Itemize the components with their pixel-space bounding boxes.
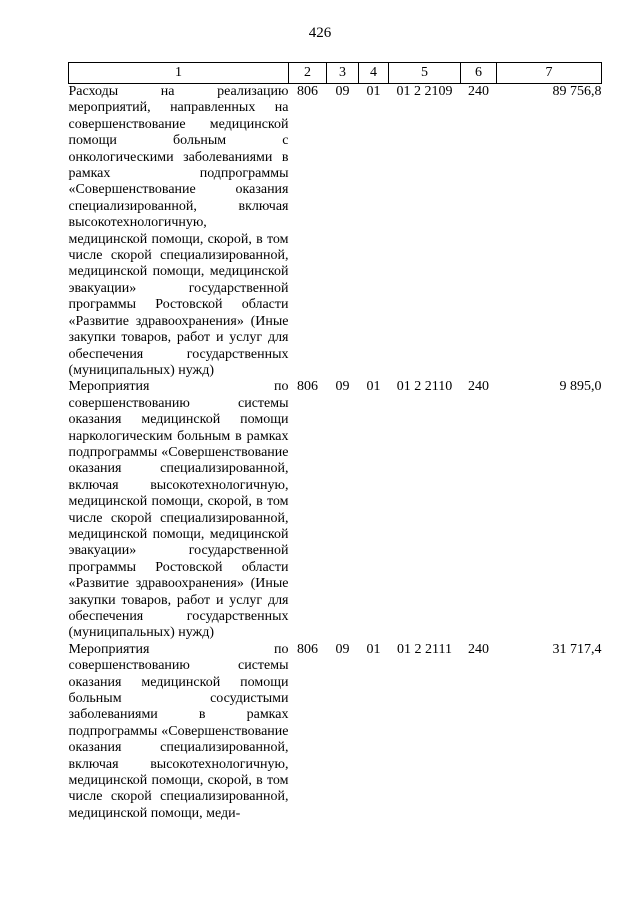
row-col-6: 240: [468, 379, 489, 395]
row-col-3: 09: [335, 641, 350, 657]
header-col-4: 4: [359, 63, 389, 84]
row-col-4: 01: [366, 641, 381, 657]
row-col-5: 01 2 2110: [396, 379, 453, 395]
header-row: [69, 63, 602, 84]
row-col-6: 240: [468, 641, 489, 657]
row-amount: 9 895,0: [559, 379, 602, 395]
budget-table: [68, 62, 602, 822]
row-col-3: 09: [335, 379, 350, 395]
row-amount: 31 717,4: [552, 641, 602, 657]
table-row: [69, 379, 602, 642]
row-amount: 89 756,8: [552, 84, 602, 99]
row-col-2: 806: [297, 641, 318, 657]
row-description: Расходы на реализацию мероприятий, направленных на совершенствование медицинской помощи больным с онкологическими заболеваниями в рамках подпрограммы «Совершенствование оказания специализированной, включая высокотехнологичную, медицинской помощи, скорой, в том числе скорой специализированной, медицинской помощи, медицинской эвакуации» государственной программы Ростовской области «Развитие здравоохранения» (Иные закупки товаров, работ и услуг для обеспечения государственных (муниципальных) нужд): [68, 84, 289, 378]
row-col-6: 240: [468, 84, 489, 99]
table-row: [69, 642, 602, 822]
row-col-4: 01: [366, 84, 381, 99]
header-col-7: 7: [497, 63, 602, 84]
header-col-5: 5: [389, 63, 461, 84]
header-col-3: 3: [327, 63, 359, 84]
row-col-4: 01: [366, 379, 381, 395]
row-col-3: 09: [335, 84, 350, 99]
table-row: [69, 84, 602, 380]
page-number: 426: [308, 25, 332, 41]
row-col-5: 01 2 2111: [397, 641, 452, 657]
row-col-2: 806: [297, 379, 318, 395]
header-col-1: 1: [69, 63, 289, 84]
header-col-2: 2: [289, 63, 327, 84]
row-description: Мероприятия по совершенствованию системы оказания медицинской помощи наркологическим больным в рамках подпрограммы «Совершенствование оказания специализированной, включая высокотехнологичную, медицинской помощи, скорой, в том числе скорой специализированной, медицинской помощи, медицинской эвакуации» государственной программы Ростовской области «Развитие здравоохранения» (Иные закупки товаров, работ и услуг для обеспечения государственных (муниципальных) нужд): [68, 379, 289, 641]
row-col-2: 806: [297, 84, 318, 99]
header-col-6: 6: [461, 63, 497, 84]
row-col-5: 01 2 2109: [396, 84, 453, 99]
row-description: Мероприятия по совершенствованию системы оказания медицинской помощи больным сосудистыми заболеваниями в рамках подпрограммы «Совершенствование оказания специализированной, включая высокотехнологичную, медицинской помощи, скорой, в том числе скорой специализированной, медицинской помощи, меди-: [68, 641, 289, 821]
